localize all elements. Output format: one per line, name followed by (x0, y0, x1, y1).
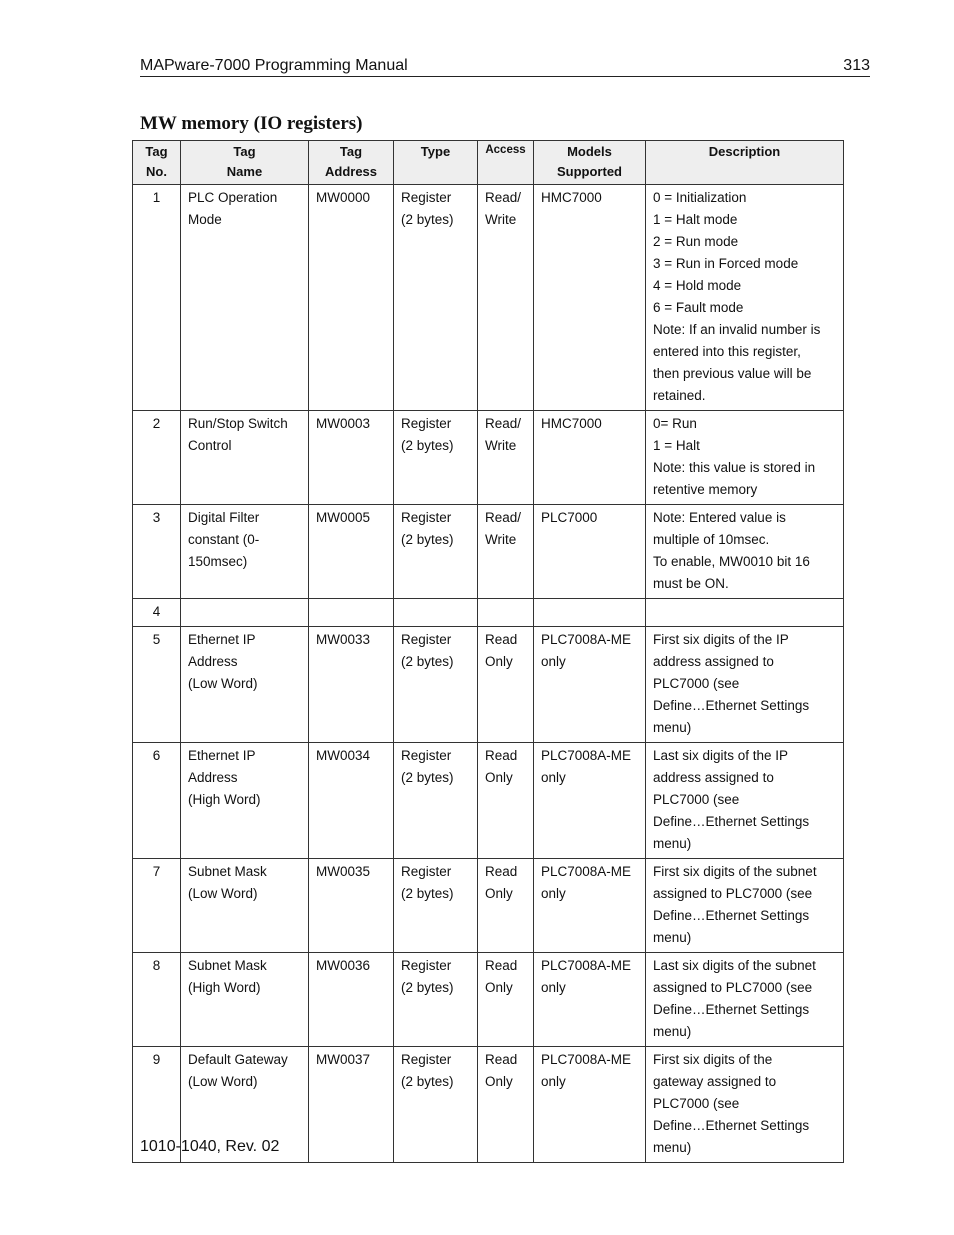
cell-tag-no: 8 (133, 953, 181, 1047)
cell-type (394, 599, 478, 627)
cell-tag-no: 2 (133, 411, 181, 505)
cell-description: 0= Run 1 = Halt Note: this value is stored in retentive memory (646, 411, 844, 505)
cell-access: Read Only (478, 953, 534, 1047)
cell-tag-no: 1 (133, 185, 181, 411)
cell-tag-no: 6 (133, 743, 181, 859)
cell-tag-no: 3 (133, 505, 181, 599)
cell-tag-no: 4 (133, 599, 181, 627)
cell-tag-address: MW0005 (309, 505, 394, 599)
cell-description: First six digits of the gateway assigned to PLC7000 (see Define…Ethernet Settings menu) (646, 1047, 844, 1163)
header-tag-name: Tag Name (181, 141, 309, 185)
cell-type: Register (2 bytes) (394, 185, 478, 411)
cell-tag-name: Run/Stop Switch Control (181, 411, 309, 505)
section-title: MW memory (IO registers) (140, 113, 363, 134)
cell-tag-name (181, 599, 309, 627)
header-type: Type (394, 141, 478, 185)
cell-type: Register (2 bytes) (394, 859, 478, 953)
cell-tag-address: MW0033 (309, 627, 394, 743)
cell-access: Read Only (478, 1047, 534, 1163)
cell-description: First six digits of the subnet assigned to PLC7000 (see Define…Ethernet Settings menu) (646, 859, 844, 953)
cell-tag-name: Subnet Mask (Low Word) (181, 859, 309, 953)
header-access: Access (478, 141, 534, 185)
page-header (140, 56, 870, 77)
cell-type: Register (2 bytes) (394, 627, 478, 743)
cell-description (646, 599, 844, 627)
cell-models: PLC7000 (534, 505, 646, 599)
table-row (133, 599, 844, 627)
cell-description: First six digits of the IP address assigned to PLC7000 (see Define…Ethernet Settings menu) (646, 627, 844, 743)
table-row (133, 627, 844, 743)
page-number: 313 (843, 57, 870, 74)
cell-type: Register (2 bytes) (394, 411, 478, 505)
cell-tag-address: MW0034 (309, 743, 394, 859)
cell-models: PLC7008A-ME only (534, 1047, 646, 1163)
cell-access: Read Only (478, 627, 534, 743)
cell-access: Read Only (478, 859, 534, 953)
mw-memory-table (132, 140, 844, 1163)
cell-description: 0 = Initialization 1 = Halt mode 2 = Run mode 3 = Run in Forced mode 4 = Hold mode 6 = Fault mode Note: If an invalid number is entered into this register, then previous value will be retained. (646, 185, 844, 411)
cell-description: Last six digits of the subnet assigned to PLC7000 (see Define…Ethernet Settings menu) (646, 953, 844, 1047)
header-tag-address: Tag Address (309, 141, 394, 185)
cell-tag-address (309, 599, 394, 627)
cell-tag-address: MW0036 (309, 953, 394, 1047)
manual-title: MAPware-7000 Programming Manual (140, 57, 408, 74)
cell-type: Register (2 bytes) (394, 1047, 478, 1163)
header-tag-no: Tag No. (133, 141, 181, 185)
cell-models (534, 599, 646, 627)
cell-description: Last six digits of the IP address assigned to PLC7000 (see Define…Ethernet Settings menu) (646, 743, 844, 859)
cell-access: Read/ Write (478, 411, 534, 505)
cell-models: PLC7008A-ME only (534, 859, 646, 953)
cell-access (478, 599, 534, 627)
cell-tag-address: MW0035 (309, 859, 394, 953)
table-row (133, 743, 844, 859)
cell-tag-address: MW0000 (309, 185, 394, 411)
cell-tag-name: Subnet Mask (High Word) (181, 953, 309, 1047)
table-header-row (133, 141, 844, 185)
cell-tag-name: Digital Filter constant (0- 150msec) (181, 505, 309, 599)
cell-access: Read/ Write (478, 185, 534, 411)
table-row (133, 505, 844, 599)
cell-models: PLC7008A-ME only (534, 953, 646, 1047)
cell-models: HMC7000 (534, 411, 646, 505)
cell-type: Register (2 bytes) (394, 505, 478, 599)
cell-tag-name: Ethernet IP Address (Low Word) (181, 627, 309, 743)
cell-models: HMC7000 (534, 185, 646, 411)
cell-type: Register (2 bytes) (394, 953, 478, 1047)
cell-access: Read/ Write (478, 505, 534, 599)
cell-tag-no: 7 (133, 859, 181, 953)
cell-type: Register (2 bytes) (394, 743, 478, 859)
cell-access: Read Only (478, 743, 534, 859)
table-row (133, 859, 844, 953)
header-models-supported: Models Supported (534, 141, 646, 185)
cell-models: PLC7008A-ME only (534, 743, 646, 859)
header-description: Description (646, 141, 844, 185)
cell-tag-name: Ethernet IP Address (High Word) (181, 743, 309, 859)
table-row (133, 953, 844, 1047)
table-row (133, 185, 844, 411)
cell-tag-no: 9 (133, 1047, 181, 1163)
cell-tag-address: MW0003 (309, 411, 394, 505)
table-row (133, 411, 844, 505)
cell-tag-name: PLC Operation Mode (181, 185, 309, 411)
cell-description: Note: Entered value is multiple of 10msec. To enable, MW0010 bit 16 must be ON. (646, 505, 844, 599)
cell-tag-address: MW0037 (309, 1047, 394, 1163)
cell-models: PLC7008A-ME only (534, 627, 646, 743)
cell-tag-name: Default Gateway (Low Word) (181, 1047, 309, 1163)
footer-doc-number: 1010-1040, Rev. 02 (140, 1138, 280, 1155)
cell-tag-no: 5 (133, 627, 181, 743)
